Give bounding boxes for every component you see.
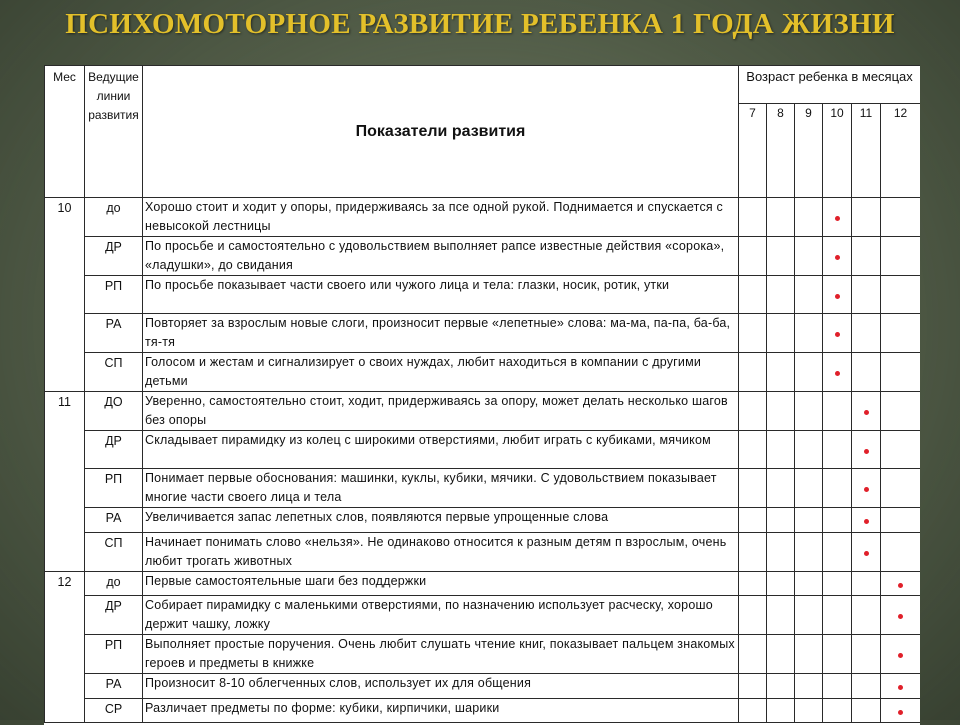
table-row [45,353,921,392]
age-cell-12 [881,431,921,469]
age-cell-9 [795,674,823,699]
table-row [45,237,921,276]
table-header [45,66,921,198]
achievement-marker-icon [835,332,840,337]
age-cell-11 [852,699,881,723]
age-cell-12 [881,596,921,635]
age-cell-9 [795,699,823,723]
age-cell-10 [823,699,852,723]
achievement-marker-icon [864,519,869,524]
development-line-cell: ДР [85,431,143,469]
month-header-7: 7 [739,104,767,198]
achievement-marker-icon [835,216,840,221]
achievement-marker-icon [864,487,869,492]
age-cell-10 [823,674,852,699]
development-line-cell: СП [85,353,143,392]
indicator-text-cell: По просьбе и самостоятельно с удовольствием выполняет рапсе известные действия «сорока», «ладушки», до свидания [143,237,739,276]
table-row [45,699,921,723]
achievement-marker-icon [898,614,903,619]
age-cell-7 [739,572,767,596]
age-cell-10 [823,314,852,353]
age-cell-9 [795,596,823,635]
age-cell-12 [881,198,921,237]
indicator-text-cell: Повторяет за взрослым новые слоги, произносит первые «лепетные» слова: ма-ма, па-па, ба-ба, тя-тя [143,314,739,353]
achievement-marker-icon [864,551,869,556]
age-cell-7 [739,276,767,314]
age-cell-10 [823,572,852,596]
indicator-text-cell: Различает предметы по форме: кубики, кирпичики, шарики [143,699,739,723]
age-cell-8 [767,635,795,674]
month-header-12: 12 [881,104,921,198]
age-cell-9 [795,635,823,674]
age-cell-9 [795,198,823,237]
indicator-text-cell: Складывает пирамидку из колец с широкими отверстиями, любит играть с кубиками, мячиком [143,431,739,469]
month-header-10: 10 [823,104,852,198]
indicator-text-cell: Начинает понимать слово «нельзя». Не одинаково относится к разным детям п взрослым, очень любит трогать животных [143,533,739,572]
age-cell-7 [739,314,767,353]
age-cell-7 [739,635,767,674]
age-cell-12 [881,237,921,276]
achievement-marker-icon [835,294,840,299]
age-cell-9 [795,237,823,276]
age-cell-10 [823,237,852,276]
age-cell-8 [767,353,795,392]
age-cell-8 [767,572,795,596]
achievement-marker-icon [835,255,840,260]
age-cell-11 [852,674,881,699]
age-cell-9 [795,533,823,572]
age-cell-8 [767,237,795,276]
age-cell-11 [852,469,881,508]
table-row [45,674,921,699]
table-row [45,533,921,572]
development-line-cell: до [85,198,143,237]
age-cell-10 [823,508,852,533]
age-cell-11 [852,392,881,431]
indicator-text-cell: Первые самостоятельные шаги без поддержки [143,572,739,596]
achievement-marker-icon [835,371,840,376]
age-cell-9 [795,469,823,508]
age-cell-12 [881,572,921,596]
indicator-text-cell: Произносит 8-10 облегченных слов, использует их для общения [143,674,739,699]
age-cell-9 [795,353,823,392]
table-row [45,431,921,469]
development-line-cell: РА [85,674,143,699]
age-cell-9 [795,392,823,431]
achievement-marker-icon [864,410,869,415]
age-cell-12 [881,674,921,699]
age-cell-10 [823,276,852,314]
age-cell-7 [739,699,767,723]
age-cell-11 [852,276,881,314]
age-cell-8 [767,533,795,572]
indicator-text-cell: Выполняет простые поручения. Очень любит слушать чтение книг, показывает пальцем знакомых героев и предметы в книжке [143,635,739,674]
month-cell: 10 [45,198,85,392]
indicator-text-cell: Понимает первые обоснования: машинки, куклы, кубики, мячики. С удовольствием показывает многие части своего лица и тела [143,469,739,508]
age-cell-8 [767,469,795,508]
table-row [45,392,921,431]
development-line-cell: РА [85,314,143,353]
age-cell-8 [767,674,795,699]
age-cell-9 [795,314,823,353]
age-cell-8 [767,596,795,635]
development-line-cell: СР [85,699,143,723]
age-cell-7 [739,596,767,635]
month-header-11: 11 [852,104,881,198]
table-row [45,596,921,635]
development-line-cell: РА [85,508,143,533]
table-row [45,276,921,314]
achievement-marker-icon [898,710,903,715]
age-cell-8 [767,314,795,353]
development-line-cell: РП [85,469,143,508]
age-cell-12 [881,276,921,314]
age-cell-7 [739,469,767,508]
age-cell-7 [739,431,767,469]
age-cell-10 [823,198,852,237]
age-cell-10 [823,635,852,674]
age-cell-10 [823,533,852,572]
table-row [45,314,921,353]
indicator-text-cell: Голосом и жестам и сигнализирует о своих нуждах, любит находиться в компании с другими детьми [143,353,739,392]
month-cell: 12 [45,572,85,723]
development-line-cell: ДО [85,392,143,431]
month-header-9: 9 [795,104,823,198]
table-row [45,198,921,237]
age-cell-10 [823,469,852,508]
achievement-marker-icon [898,583,903,588]
development-line-cell: РП [85,276,143,314]
age-cell-12 [881,469,921,508]
age-cell-7 [739,674,767,699]
age-cell-8 [767,699,795,723]
table-body [45,198,921,723]
age-cell-12 [881,508,921,533]
age-cell-12 [881,392,921,431]
table-row [45,508,921,533]
age-cell-11 [852,533,881,572]
age-cell-7 [739,508,767,533]
age-cell-12 [881,635,921,674]
age-cell-11 [852,508,881,533]
indicator-text-cell: Увеличивается запас лепетных слов, появляются первые упрощенные слова [143,508,739,533]
development-line-cell: ДР [85,237,143,276]
page-title: ПСИХОМОТОРНОЕ РАЗВИТИЕ РЕБЕНКА 1 ГОДА ЖИЗНИ [65,8,895,40]
indicator-text-cell: Собирает пирамидку с маленькими отверстиями, по назначению использует расческу, хорошо держит чашку, ложку [143,596,739,635]
indicators-column-header: Показатели развития [143,66,739,198]
age-cell-10 [823,392,852,431]
age-cell-12 [881,353,921,392]
development-line-cell: до [85,572,143,596]
age-cell-11 [852,314,881,353]
age-cell-11 [852,572,881,596]
age-cell-8 [767,508,795,533]
age-cell-12 [881,699,921,723]
indicator-text-cell: По просьбе показывает части своего или чужого лица и тела: глазки, носик, ротик, утки [143,276,739,314]
age-cell-10 [823,431,852,469]
age-cell-8 [767,198,795,237]
development-table-sheet [44,65,920,725]
age-cell-11 [852,198,881,237]
development-table [44,65,920,723]
age-cell-8 [767,431,795,469]
table-row [45,635,921,674]
achievement-marker-icon [898,685,903,690]
age-cell-8 [767,276,795,314]
age-cell-7 [739,198,767,237]
lines-column-header: Ведущие линии развития [85,66,143,198]
age-cell-11 [852,635,881,674]
age-cell-11 [852,353,881,392]
age-cell-8 [767,392,795,431]
age-cell-11 [852,596,881,635]
achievement-marker-icon [864,449,869,454]
development-line-cell: ДР [85,596,143,635]
development-line-cell: СП [85,533,143,572]
month-column-header: Мес [45,66,85,198]
indicator-text-cell: Хорошо стоит и ходит у опоры, придерживаясь за псе одной рукой. Поднимается и спускается с невысокой лестницы [143,198,739,237]
age-cell-11 [852,237,881,276]
month-cell: 11 [45,392,85,572]
age-cell-9 [795,508,823,533]
age-cell-12 [881,533,921,572]
age-cell-12 [881,314,921,353]
age-cell-11 [852,431,881,469]
indicator-text-cell: Уверенно, самостоятельно стоит, ходит, придерживаясь за опору, может делать несколько шагов без опоры [143,392,739,431]
achievement-marker-icon [898,653,903,658]
age-cell-7 [739,353,767,392]
age-cell-9 [795,572,823,596]
table-row [45,572,921,596]
development-line-cell: РП [85,635,143,674]
table-row [45,469,921,508]
age-cell-7 [739,237,767,276]
age-cell-9 [795,276,823,314]
age-cell-7 [739,392,767,431]
age-cell-7 [739,533,767,572]
age-cell-10 [823,596,852,635]
age-cell-9 [795,431,823,469]
age-column-header: Возраст ребенка в месяцах [739,66,921,104]
month-header-8: 8 [767,104,795,198]
age-cell-10 [823,353,852,392]
